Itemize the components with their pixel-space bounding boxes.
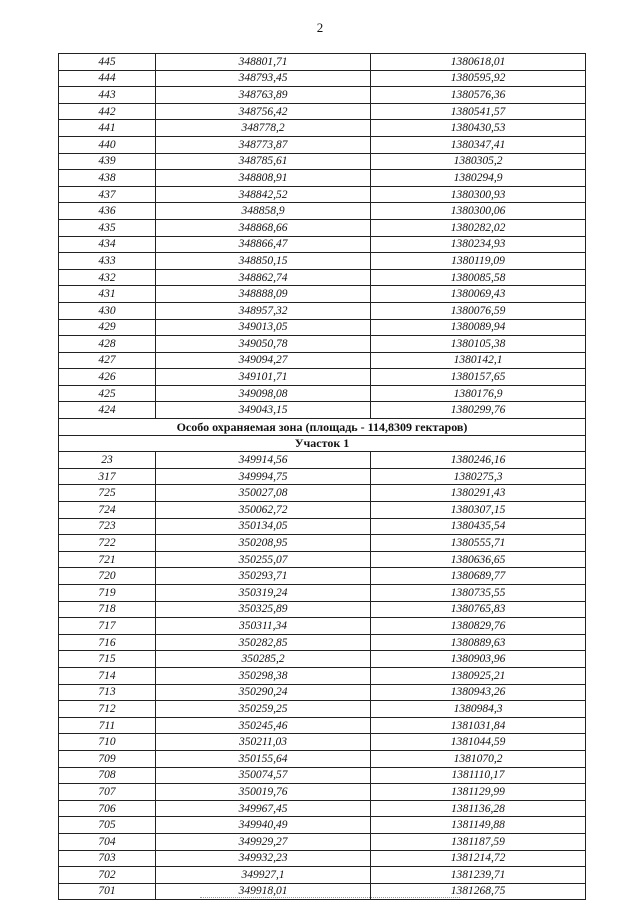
y-coordinate: 1381129,99 [371,784,586,801]
table-row [59,568,586,585]
y-coordinate: 1380105,38 [371,336,586,353]
table-row [59,336,586,353]
y-coordinate: 1380689,77 [371,568,586,585]
table-row [59,701,586,718]
table-row [59,452,586,469]
y-coordinate: 1380618,01 [371,54,586,71]
point-number: 710 [59,734,156,751]
zone-title-row [59,419,586,436]
point-number: 709 [59,750,156,767]
x-coordinate: 350062,72 [156,502,371,519]
y-coordinate: 1380176,9 [371,385,586,402]
x-coordinate: 350255,07 [156,551,371,568]
table-row [59,203,586,220]
table-row [59,601,586,618]
y-coordinate: 1380595,92 [371,70,586,87]
point-number: 425 [59,385,156,402]
x-coordinate: 348868,66 [156,219,371,236]
table-row [59,784,586,801]
x-coordinate: 348785,61 [156,153,371,170]
y-coordinate: 1380984,3 [371,701,586,718]
point-number: 725 [59,485,156,502]
table-row [59,485,586,502]
point-number: 433 [59,253,156,270]
x-coordinate: 348778,2 [156,120,371,137]
table-row [59,850,586,867]
x-coordinate: 348842,52 [156,186,371,203]
y-coordinate: 1380943,26 [371,684,586,701]
point-number: 706 [59,800,156,817]
x-coordinate: 350311,34 [156,618,371,635]
table-row [59,153,586,170]
table-row [59,667,586,684]
x-coordinate: 348763,89 [156,87,371,104]
y-coordinate: 1380234,93 [371,236,586,253]
x-coordinate: 350319,24 [156,585,371,602]
table-row [59,54,586,71]
y-coordinate: 1380246,16 [371,452,586,469]
x-coordinate: 349967,45 [156,800,371,817]
table-row [59,186,586,203]
point-number: 427 [59,352,156,369]
y-coordinate: 1381149,88 [371,817,586,834]
y-coordinate: 1380282,02 [371,219,586,236]
point-number: 424 [59,402,156,419]
section-title: Участок 1 [59,435,586,452]
table-row [59,219,586,236]
table-row [59,651,586,668]
table-row [59,286,586,303]
x-coordinate: 350074,57 [156,767,371,784]
table-row [59,468,586,485]
point-number: 426 [59,369,156,386]
x-coordinate: 350285,2 [156,651,371,668]
table-row [59,800,586,817]
point-number: 442 [59,103,156,120]
point-number: 436 [59,203,156,220]
y-coordinate: 1380157,65 [371,369,586,386]
y-coordinate: 1380829,76 [371,618,586,635]
x-coordinate: 348850,15 [156,253,371,270]
footer-scan-mark [200,897,460,899]
coordinates-bottom-group [59,452,586,900]
table-row [59,103,586,120]
point-number: 717 [59,618,156,635]
x-coordinate: 349050,78 [156,336,371,353]
y-coordinate: 1380069,43 [371,286,586,303]
x-coordinate: 349927,1 [156,867,371,884]
table-row [59,684,586,701]
x-coordinate: 350325,89 [156,601,371,618]
table-row [59,734,586,751]
table-row [59,352,586,369]
y-coordinate: 1380541,57 [371,103,586,120]
x-coordinate: 348866,47 [156,236,371,253]
point-number: 716 [59,634,156,651]
x-coordinate: 349940,49 [156,817,371,834]
table-row [59,402,586,419]
point-number: 23 [59,452,156,469]
x-coordinate: 350134,05 [156,518,371,535]
y-coordinate: 1380636,65 [371,551,586,568]
table-row [59,302,586,319]
x-coordinate: 349918,01 [156,883,371,900]
y-coordinate: 1380085,58 [371,269,586,286]
zone-title: Особо охраняемая зона (площадь - 114,8309 гектаров) [59,419,586,436]
point-number: 702 [59,867,156,884]
coordinates-top-group [59,54,586,419]
table-row [59,750,586,767]
y-coordinate: 1380142,1 [371,352,586,369]
point-number: 439 [59,153,156,170]
y-coordinate: 1380300,06 [371,203,586,220]
y-coordinate: 1381268,75 [371,883,586,900]
x-coordinate: 350293,71 [156,568,371,585]
table-row [59,369,586,386]
table-row [59,867,586,884]
y-coordinate: 1380576,36 [371,87,586,104]
y-coordinate: 1381136,28 [371,800,586,817]
table-row [59,585,586,602]
x-coordinate: 349094,27 [156,352,371,369]
point-number: 718 [59,601,156,618]
point-number: 431 [59,286,156,303]
x-coordinate: 348801,71 [156,54,371,71]
x-coordinate: 350282,85 [156,634,371,651]
point-number: 445 [59,54,156,71]
y-coordinate: 1380294,9 [371,170,586,187]
table-row [59,717,586,734]
point-number: 435 [59,219,156,236]
table-row [59,618,586,635]
x-coordinate: 349929,27 [156,833,371,850]
page-number: 2 [316,20,324,35]
point-number: 317 [59,468,156,485]
y-coordinate: 1380925,21 [371,667,586,684]
point-number: 707 [59,784,156,801]
point-number: 720 [59,568,156,585]
coordinates-table [58,53,586,900]
point-number: 721 [59,551,156,568]
point-number: 714 [59,667,156,684]
point-number: 715 [59,651,156,668]
y-coordinate: 1380889,63 [371,634,586,651]
point-number: 428 [59,336,156,353]
y-coordinate: 1381110,17 [371,767,586,784]
table-row [59,236,586,253]
point-number: 719 [59,585,156,602]
y-coordinate: 1380300,93 [371,186,586,203]
table-row [59,170,586,187]
y-coordinate: 1381187,59 [371,833,586,850]
point-number: 713 [59,684,156,701]
table-row [59,634,586,651]
point-number: 703 [59,850,156,867]
x-coordinate: 348858,9 [156,203,371,220]
x-coordinate: 348888,09 [156,286,371,303]
point-number: 705 [59,817,156,834]
point-number: 712 [59,701,156,718]
table-row [59,551,586,568]
point-number: 437 [59,186,156,203]
section-title-row [59,435,586,452]
x-coordinate: 350027,08 [156,485,371,502]
point-number: 441 [59,120,156,137]
x-coordinate: 348862,74 [156,269,371,286]
y-coordinate: 1380119,09 [371,253,586,270]
point-number: 701 [59,883,156,900]
table-row [59,253,586,270]
y-coordinate: 1381070,2 [371,750,586,767]
y-coordinate: 1380555,71 [371,535,586,552]
x-coordinate: 348793,45 [156,70,371,87]
table-row [59,136,586,153]
y-coordinate: 1380307,15 [371,502,586,519]
table-row [59,518,586,535]
x-coordinate: 348773,87 [156,136,371,153]
table-row [59,87,586,104]
x-coordinate: 350211,03 [156,734,371,751]
x-coordinate: 349098,08 [156,385,371,402]
point-number: 722 [59,535,156,552]
x-coordinate: 350019,76 [156,784,371,801]
x-coordinate: 350208,95 [156,535,371,552]
table-row [59,269,586,286]
point-number: 444 [59,70,156,87]
point-number: 711 [59,717,156,734]
y-coordinate: 1380735,55 [371,585,586,602]
table-row [59,502,586,519]
x-coordinate: 350298,38 [156,667,371,684]
point-number: 723 [59,518,156,535]
y-coordinate: 1380275,3 [371,468,586,485]
y-coordinate: 1380347,41 [371,136,586,153]
y-coordinate: 1381214,72 [371,850,586,867]
y-coordinate: 1381239,71 [371,867,586,884]
x-coordinate: 350245,46 [156,717,371,734]
table-row [59,833,586,850]
y-coordinate: 1380765,83 [371,601,586,618]
table-row [59,817,586,834]
x-coordinate: 348957,32 [156,302,371,319]
x-coordinate: 348808,91 [156,170,371,187]
point-number: 724 [59,502,156,519]
table-row [59,385,586,402]
y-coordinate: 1380089,94 [371,319,586,336]
y-coordinate: 1380076,59 [371,302,586,319]
y-coordinate: 1380291,43 [371,485,586,502]
point-number: 432 [59,269,156,286]
zone-header-group [59,419,586,452]
point-number: 429 [59,319,156,336]
x-coordinate: 349101,71 [156,369,371,386]
x-coordinate: 349914,56 [156,452,371,469]
table-row [59,70,586,87]
x-coordinate: 348756,42 [156,103,371,120]
point-number: 704 [59,833,156,850]
x-coordinate: 349932,23 [156,850,371,867]
table-row [59,319,586,336]
point-number: 443 [59,87,156,104]
y-coordinate: 1380299,76 [371,402,586,419]
table-row [59,120,586,137]
y-coordinate: 1380903,96 [371,651,586,668]
x-coordinate: 350155,64 [156,750,371,767]
point-number: 430 [59,302,156,319]
y-coordinate: 1381044,59 [371,734,586,751]
y-coordinate: 1380430,53 [371,120,586,137]
point-number: 438 [59,170,156,187]
y-coordinate: 1381031,84 [371,717,586,734]
x-coordinate: 350259,25 [156,701,371,718]
y-coordinate: 1380435,54 [371,518,586,535]
x-coordinate: 350290,24 [156,684,371,701]
y-coordinate: 1380305,2 [371,153,586,170]
x-coordinate: 349043,15 [156,402,371,419]
x-coordinate: 349994,75 [156,468,371,485]
point-number: 440 [59,136,156,153]
x-coordinate: 349013,05 [156,319,371,336]
table-row [59,535,586,552]
point-number: 434 [59,236,156,253]
point-number: 708 [59,767,156,784]
table-row [59,767,586,784]
